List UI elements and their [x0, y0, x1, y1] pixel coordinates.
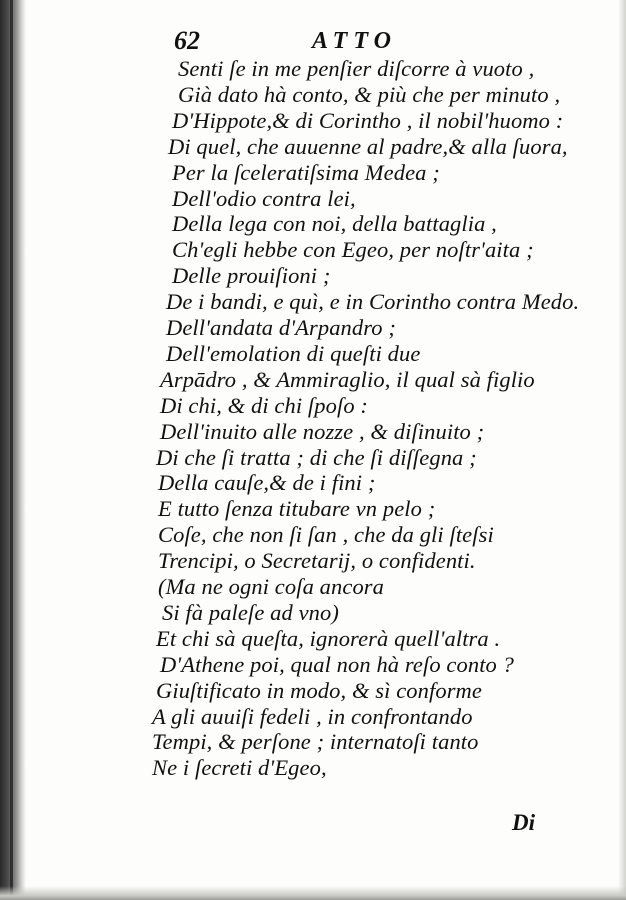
verse-line: Giuſtificato in modo, & sì conforme — [156, 677, 482, 703]
verse-line: Dell'andata d'Arpandro ; — [166, 315, 396, 340]
page-edge-right — [618, 0, 626, 900]
verse-line: Si fà paleſe ad vno) — [162, 599, 339, 625]
verse-line: Di chi, & di chi ſpoſo : — [160, 392, 368, 418]
binding-shadow — [0, 0, 26, 900]
verse-line: Di quel, che auuenne al padre,& alla ſuora, — [168, 133, 568, 159]
verse-line: E tutto ſenza titubare vn pelo ; — [158, 496, 436, 522]
verse-line: Delle prouiſioni ; — [172, 263, 331, 289]
verse-line: Già dato hà conto, & più che per minuto , — [178, 81, 561, 107]
verse-line: D'Hippote,& di Corintho , il nobil'huomo : — [172, 107, 564, 133]
verse-line: Arpādro , & Ammiraglio, il qual sà figlio — [160, 366, 535, 392]
verse-line: Ch'egli hebbe con Egeo, per noſtr'aita ; — [172, 237, 534, 263]
catchword: Di — [512, 810, 535, 835]
verse-line: A gli auuiſi fedeli , in confrontando — [152, 703, 473, 729]
page-number: 62 — [174, 26, 200, 55]
verse-line: De i bandi, e quì, e in Corintho contra Medo. — [166, 289, 580, 315]
verse-line: Per la ſceleratiſsima Medea ; — [172, 159, 440, 185]
verse-line: Et chi sà queſta, ignorerà quell'altra . — [156, 625, 501, 651]
verse-line: Dell'inuito alle nozze , & diſinuito ; — [160, 418, 485, 444]
verse-line: Coſe, che non ſi ſan , che da gli ſteſsi — [158, 522, 494, 548]
verse-line: Di che ſi tratta ; di che ſi diſſegna ; — [156, 444, 477, 470]
verse-line: Della lega con noi, della battaglia , — [172, 211, 497, 237]
verse-line: D'Athene poi, qual non hà reſo conto ? — [160, 651, 514, 677]
binding-crease — [10, 0, 13, 900]
verse-line: Trencipi, o Secretarij, o confidenti. — [158, 548, 476, 574]
verse-line: (Ma ne ogni coſa ancora — [158, 574, 385, 599]
verse-line: Della cauſe,& de i fini ; — [158, 470, 376, 496]
verse-line: Ne i ſecreti d'Egeo, — [152, 755, 327, 781]
verse-line: Dell'emolation di queſti due — [166, 340, 421, 366]
running-head: ATTO — [312, 28, 397, 54]
page-edge-bottom — [0, 886, 626, 900]
verse-line: Tempi, & perſone ; internatoſi tanto — [152, 729, 479, 755]
verse-line: Dell'odio contra lei, — [172, 185, 356, 211]
verse-line: Senti ſe in me penſier diſcorre à vuoto , — [178, 56, 535, 81]
